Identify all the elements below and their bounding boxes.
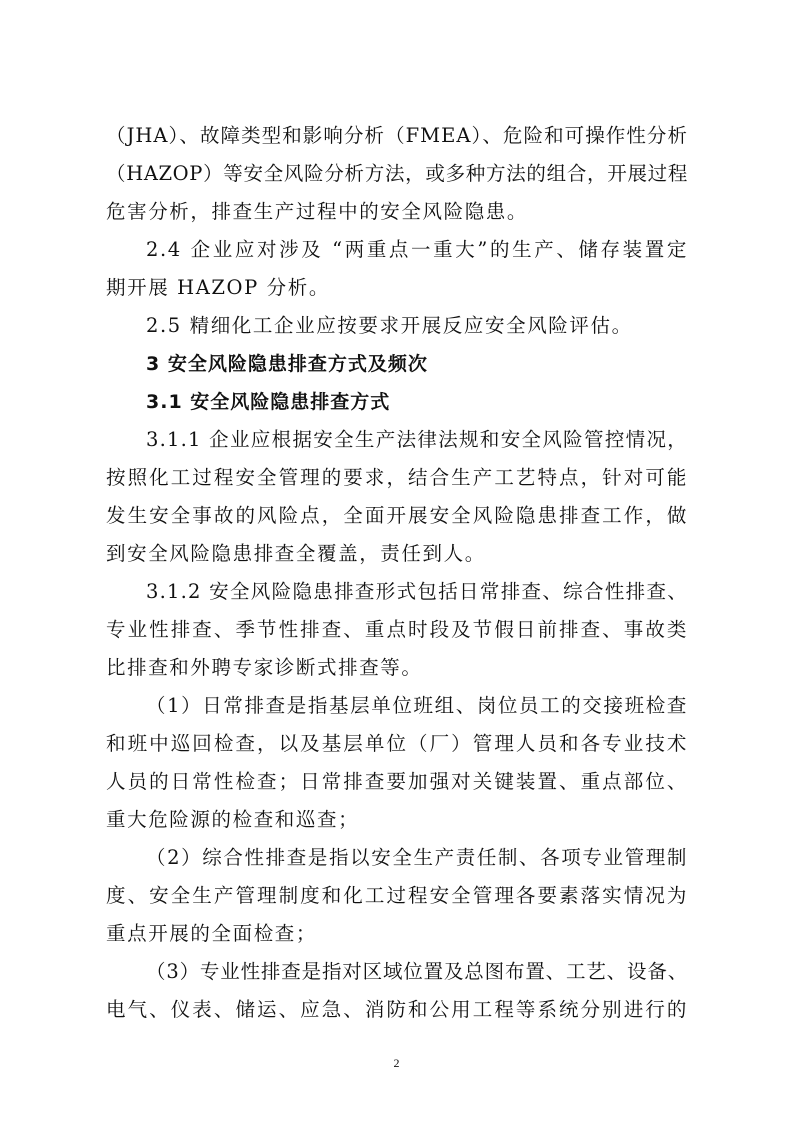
body-text-line: 到安全风险隐患排查全覆盖，责任到人。 <box>106 542 486 565</box>
body-text-line: 危害分析，排查生产过程中的安全风险隐患。 <box>106 200 529 223</box>
list-item-1-text: （1）日常排查是指基层单位班组、岗位员工的交接班检查 <box>146 694 688 717</box>
heading-section-3: 3 安全风险隐患排查方式及频次 <box>146 353 428 375</box>
body-text-line: 人员的日常性检查；日常排查要加强对关键装置、重点部位、 <box>106 770 688 793</box>
list-item-3-text: （3）专业性排查是指对区域位置及总图布置、工艺、设备、 <box>146 960 688 983</box>
body-text-line: （HAZOP）等安全风险分析方法，或多种方法的组合，开展过程 <box>106 162 688 185</box>
body-text-line: （JHA）、故障类型和影响分析（FMEA）、危险和可操作性分析 <box>106 124 688 147</box>
body-text-line: 和班中巡回检查，以及基层单位（厂）管理人员和各专业技术 <box>106 732 688 755</box>
body-text-line: 按照化工过程安全管理的要求，结合生产工艺特点，针对可能 <box>106 466 688 489</box>
body-text-line: 电气、仪表、储运、应急、消防和公用工程等系统分别进行的 <box>106 998 688 1021</box>
body-text-line: 专业性排查、季节性排查、重点时段及节假日前排查、事故类 <box>106 618 688 641</box>
section-2-5-text: 2.5 精细化工企业应按要求开展反应安全风险评估。 <box>146 314 633 337</box>
list-item-2-text: （2）综合性排查是指以安全生产责任制、各项专业管理制 <box>146 846 688 869</box>
body-text-line: 比排查和外聘专家诊断式排查等。 <box>106 656 423 679</box>
body-text-line: 发生安全事故的风险点，全面开展安全风险隐患排查工作，做 <box>106 504 688 527</box>
section-2-4-text: 2.4 企业应对涉及 “两重点一重大”的生产、储存装置定 <box>146 238 688 261</box>
body-text-line: 重大危险源的检查和巡查； <box>106 808 360 831</box>
body-text-line: 期开展 HAZOP 分析。 <box>106 276 330 299</box>
body-text-line: 度、安全生产管理制度和化工过程安全管理各要素落实情况为 <box>106 884 688 907</box>
page-number: 2 <box>393 1056 400 1070</box>
body-text-line: 重点开展的全面检查； <box>106 922 318 945</box>
section-3-1-1-text: 3.1.1 企业应根据安全生产法律法规和安全风险管控情况， <box>146 428 688 451</box>
section-3-1-2-text: 3.1.2 安全风险隐患排查形式包括日常排查、综合性排查、 <box>146 580 688 603</box>
heading-section-3-1: 3.1 安全风险隐患排查方式 <box>146 391 391 413</box>
